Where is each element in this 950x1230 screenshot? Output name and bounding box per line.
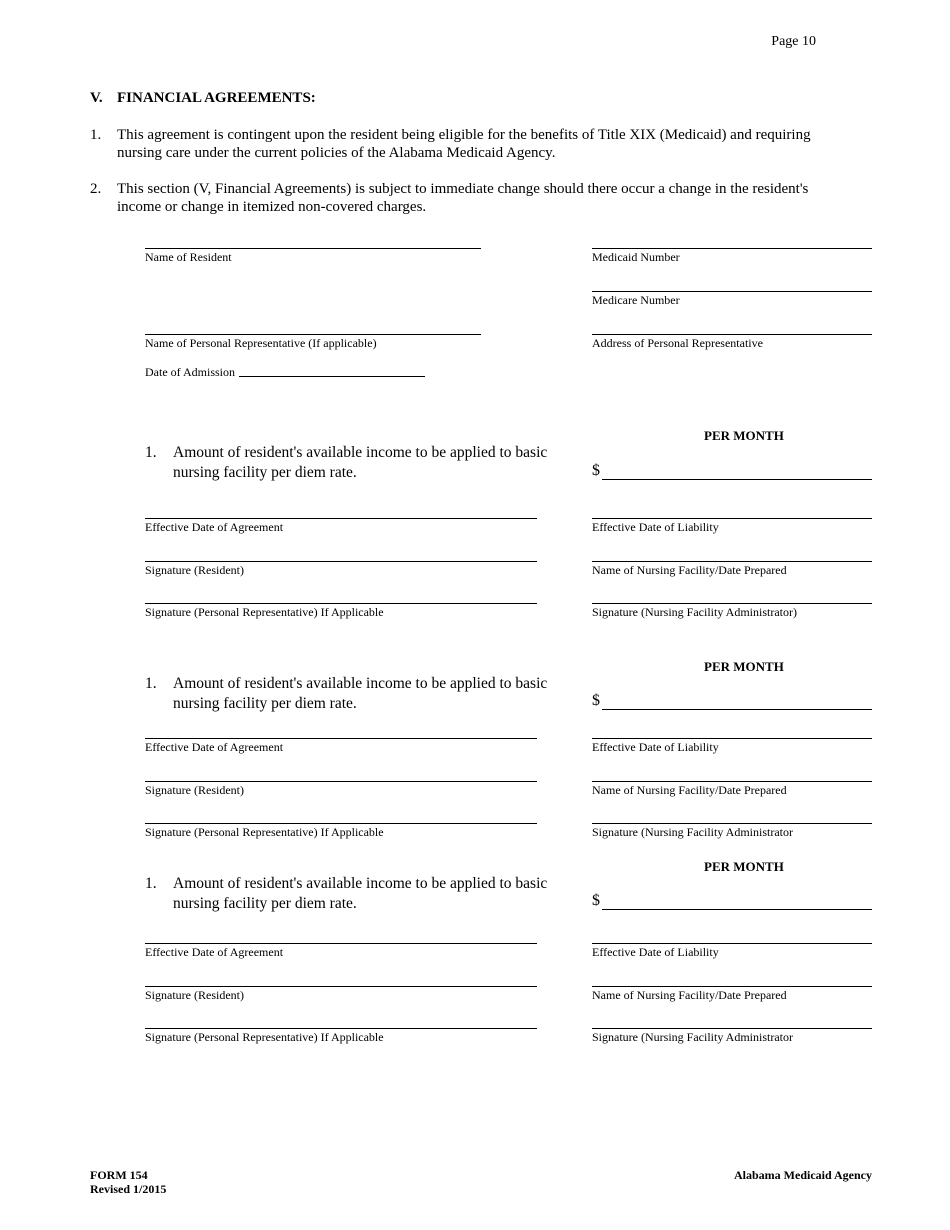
effective-date-agreement-line[interactable] — [145, 943, 537, 944]
per-month-amount-line[interactable] — [602, 709, 872, 710]
per-month-amount-line[interactable] — [602, 479, 872, 480]
signature-rep-line[interactable] — [145, 823, 537, 824]
nursing-facility-date-label: Name of Nursing Facility/Date Prepared — [592, 988, 787, 1002]
signature-resident-line[interactable] — [145, 986, 537, 987]
personal-rep-address-label: Address of Personal Representative — [592, 336, 763, 350]
page-number: Page 10 — [771, 34, 816, 49]
effective-date-liability-label: Effective Date of Liability — [592, 520, 719, 534]
income-item-number: 1. — [145, 444, 157, 461]
signature-rep-label: Signature (Personal Representative) If Applicable — [145, 605, 384, 619]
dollar-sign: $ — [592, 462, 600, 479]
name-of-resident-line[interactable] — [145, 248, 481, 249]
dollar-sign: $ — [592, 692, 600, 709]
signature-admin-line[interactable] — [592, 603, 872, 604]
signature-resident-label: Signature (Resident) — [145, 988, 244, 1002]
paragraph-1-number: 1. — [90, 127, 102, 143]
effective-date-agreement-label: Effective Date of Agreement — [145, 520, 284, 534]
personal-rep-name-line[interactable] — [145, 334, 481, 335]
signature-resident-label: Signature (Resident) — [145, 783, 244, 797]
paragraph-2 — [90, 180, 850, 216]
income-item — [145, 443, 565, 482]
signature-admin-line[interactable] — [592, 823, 872, 824]
agency-footer: Alabama Medicaid Agency — [734, 1168, 872, 1182]
date-of-admission-label: Date of Admission — [145, 365, 235, 379]
form-footer — [90, 1168, 166, 1196]
medicare-number-line[interactable] — [592, 291, 872, 292]
form-revised: Revised 1/2015 — [90, 1182, 167, 1196]
effective-date-liability-label: Effective Date of Liability — [592, 945, 719, 959]
nursing-facility-date-label: Name of Nursing Facility/Date Prepared — [592, 783, 787, 797]
nursing-facility-date-line[interactable] — [592, 781, 872, 782]
effective-date-agreement-label: Effective Date of Agreement — [145, 945, 284, 959]
signature-resident-label: Signature (Resident) — [145, 563, 244, 577]
signature-resident-line[interactable] — [145, 781, 537, 782]
name-of-resident-label: Name of Resident — [145, 250, 232, 264]
income-item-text: Amount of resident's available income to be applied to basic nursing facility per diem rate. — [173, 675, 548, 712]
income-item — [145, 874, 565, 913]
effective-date-liability-line[interactable] — [592, 943, 872, 944]
per-month-heading: PER MONTH — [704, 659, 784, 674]
income-item-number: 1. — [145, 675, 157, 692]
signature-rep-line[interactable] — [145, 1028, 537, 1029]
signature-rep-label: Signature (Personal Representative) If Applicable — [145, 1030, 384, 1044]
income-item-text: Amount of resident's available income to be applied to basic nursing facility per diem rate. — [173, 875, 548, 912]
dollar-sign: $ — [592, 892, 600, 909]
signature-admin-label: Signature (Nursing Facility Administrator — [592, 825, 793, 839]
date-of-admission-line[interactable] — [239, 376, 425, 377]
effective-date-liability-line[interactable] — [592, 738, 872, 739]
nursing-facility-date-label: Name of Nursing Facility/Date Prepared — [592, 563, 787, 577]
section-title-text: FINANCIAL AGREEMENTS: — [117, 90, 316, 106]
per-month-heading: PER MONTH — [704, 859, 784, 874]
effective-date-agreement-label: Effective Date of Agreement — [145, 740, 284, 754]
form-number: FORM 154 — [90, 1168, 148, 1182]
income-item-text: Amount of resident's available income to be applied to basic nursing facility per diem rate. — [173, 444, 548, 481]
medicare-number-label: Medicare Number — [592, 293, 680, 307]
personal-rep-address-line[interactable] — [592, 334, 872, 335]
paragraph-1-text: This agreement is contingent upon the resident being eligible for the benefits of Title XIX (Medicaid) and requiring nursing care under the current policies of the Alabama Medicaid Agency. — [117, 127, 811, 161]
per-month-amount-line[interactable] — [602, 909, 872, 910]
effective-date-agreement-line[interactable] — [145, 518, 537, 519]
signature-rep-label: Signature (Personal Representative) If Applicable — [145, 825, 384, 839]
medicaid-number-line[interactable] — [592, 248, 872, 249]
nursing-facility-date-line[interactable] — [592, 986, 872, 987]
signature-admin-label: Signature (Nursing Facility Administrator) — [592, 605, 797, 619]
nursing-facility-date-line[interactable] — [592, 561, 872, 562]
section-title — [90, 90, 316, 107]
effective-date-liability-label: Effective Date of Liability — [592, 740, 719, 754]
effective-date-liability-line[interactable] — [592, 518, 872, 519]
effective-date-agreement-line[interactable] — [145, 738, 537, 739]
income-item-number: 1. — [145, 875, 157, 892]
paragraph-1 — [90, 126, 850, 162]
signature-admin-line[interactable] — [592, 1028, 872, 1029]
signature-resident-line[interactable] — [145, 561, 537, 562]
per-month-heading: PER MONTH — [704, 428, 784, 443]
paragraph-2-text: This section (V, Financial Agreements) is subject to immediate change should there occur a change in the resident's income or change in itemized non-covered charges. — [117, 181, 809, 215]
paragraph-2-number: 2. — [90, 181, 102, 197]
personal-rep-name-label: Name of Personal Representative (If applicable) — [145, 336, 377, 350]
income-item — [145, 674, 565, 713]
signature-admin-label: Signature (Nursing Facility Administrator — [592, 1030, 793, 1044]
signature-rep-line[interactable] — [145, 603, 537, 604]
section-number: V. — [90, 90, 103, 106]
medicaid-number-label: Medicaid Number — [592, 250, 680, 264]
